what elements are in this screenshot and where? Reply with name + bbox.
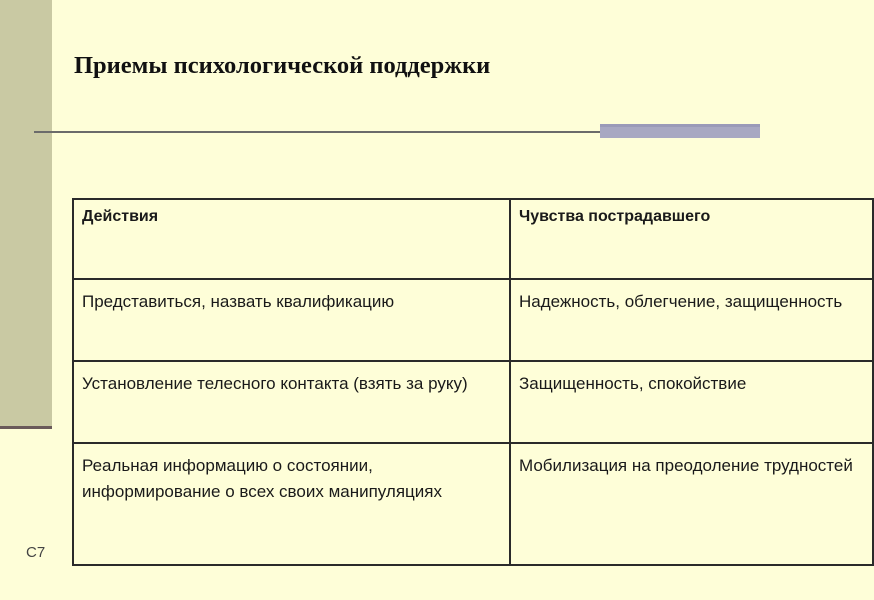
table-cell-action: Представиться, назвать квалификацию [73,279,510,361]
table-cell-feeling: Защищенность, спокойствие [510,361,873,443]
table-cell-action: Реальная информацию о состоянии, информирование о всех своих манипуляциях [73,443,510,565]
table-cell-feeling: Мобилизация на преодоление трудностей [510,443,873,565]
header-feelings: Чувства пострадавшего [510,199,873,279]
table-row [73,443,873,565]
table-container [72,198,853,566]
table-row [73,279,873,361]
header-actions: Действия [73,199,510,279]
table-cell-action: Установление телесного контакта (взять за руку) [73,361,510,443]
table-row [73,361,873,443]
slide-title: Приемы психологической поддержки [74,52,491,79]
title-accent-bar [600,124,760,138]
support-table [72,198,874,566]
table-cell-feeling: Надежность, облегчение, защищенность [510,279,873,361]
title-underline [34,131,600,133]
table-header-row [73,199,873,279]
sidebar-divider-line [0,426,52,429]
sidebar-decoration [0,0,52,426]
slide-number: С7 [26,544,46,561]
